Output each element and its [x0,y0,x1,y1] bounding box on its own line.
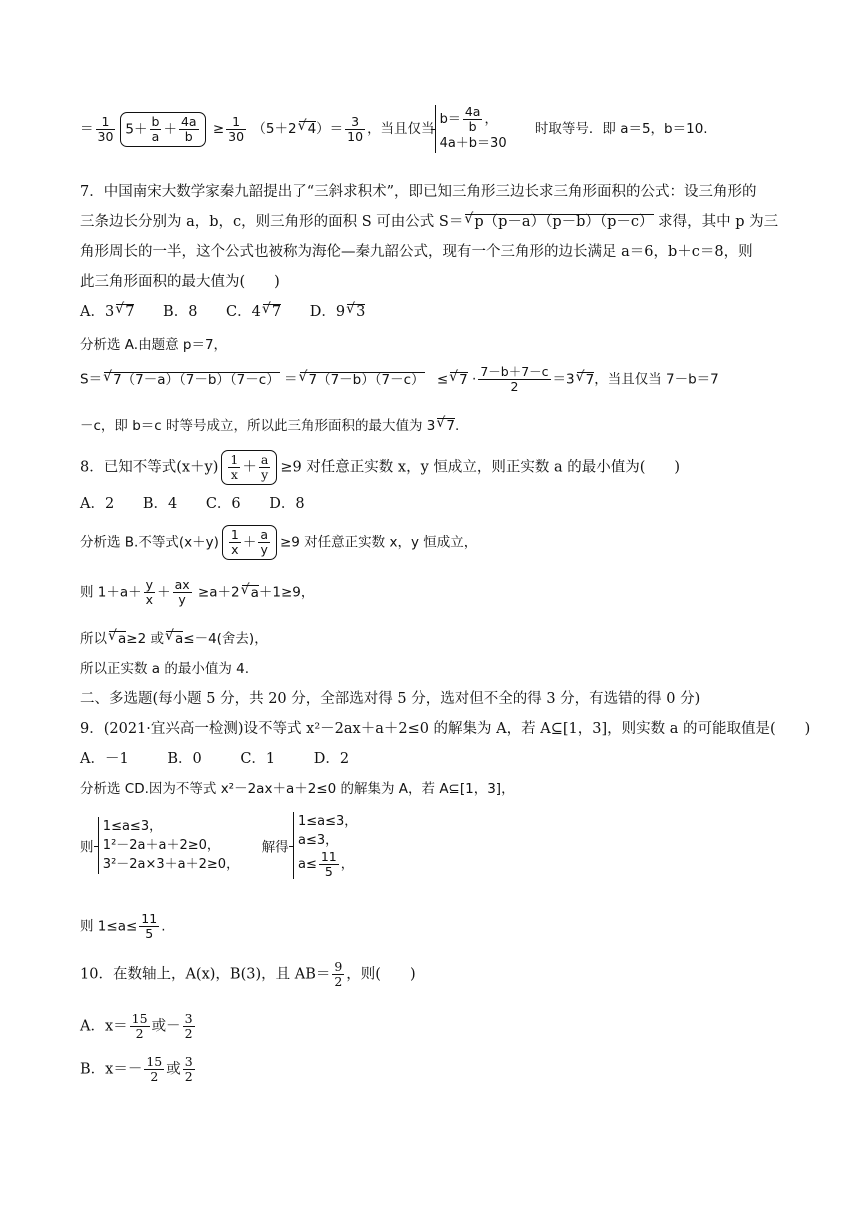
q7-line-2: 三条边长分别为 a，b，c，则三角形的面积 S 可由公式 S＝√ p（p－a）（p－b）（p－c） 求得，其中 p 为三 [80,210,778,231]
equation-system: b＝ $\frac{4a}{b}$ ， 4a＋b＝30 [435,105,507,153]
q10-option-a: A．x＝ $\frac{15}{2}$ 或－ $\frac{3}{2}$ [80,1011,193,1041]
paren-group: 5＋ $\frac{b}{a}$ ＋ $\frac{4a}{b}$ [120,112,205,147]
eq-sign: ＝ [80,121,94,137]
q7-analysis-1: 分析选 A.由题意 p＝7， [80,337,228,353]
q7-line-1: 7．中国南宋大数学家秦九韶提出了“三斜求积术”，即已知三角形三边长求三角形面积的公式：设三角形的 [80,184,757,200]
q8-analysis-2: 则 1＋a＋ $\frac{y}{x}$ ＋ $\frac{ax}{y}$ ≥a＋2√ a＋1≥9， [80,578,314,607]
q7-line-3: 角形周长的一半，这个公式也被称为海伦—秦九韶公式，现有一个三角形的边长满足 a＝6，b＋c＝8，则 [80,244,753,260]
q8-options: A．2 B．4 C．6 D．8 [80,496,305,512]
solution-system: 1≤a≤3， a≤3， a≤ $\frac{11}{5}$ ， [293,812,357,879]
q7-analysis-2: S＝√ 7（7－a）（7－b）（7－c） ＝√ 7（7－b）（7－c） ≤√ 7 · $\frac{7-b+7-c}{2}$ ＝3√ 7，当且仅当 7－b＝7 [80,365,719,394]
q8-stem: 8．已知不等式(x＋y) $\frac{1}{x}$ ＋ $\frac{a}{y}$ ≥9 对任意正实数 x，y 恒成立，则正实数 a 的最小值为( ) [80,450,680,485]
q7-line-4: 此三角形面积的最大值为( ) [80,274,280,290]
q9-stem: 9．(2021·宜兴高一检测)设不等式 x²－2ax＋a＋2≤0 的解集为 A，若 A⊆[1，3]，则实数 a 的可能取值是( ) [80,721,811,737]
q10-stem: 10．在数轴上，A(x)，B(3)，且 AB＝ $\frac{9}{2}$ ，则( ) [80,959,416,989]
equation-system: 1≤a≤3， 1²－2a＋a＋2≥0， 3²－2a×3＋a＋2≥0， [98,817,239,874]
q7-analysis-3: －c，即 b＝c 时等号成立，所以此三角形面积的最大值为 3√ 7. [80,414,459,434]
fraction: $\frac{1}{30}$ [97,113,114,144]
q7-options: A．3√ 7 B．8 C．4√ 7 D．9√ 3 [80,300,365,321]
sqrt-expression: √ 4 [299,121,317,137]
q9-analysis-result: 则 1≤a≤ $\frac{11}{5}$ . [80,911,166,941]
q9-analysis-1: 分析选 CD.因为不等式 x²－2ax＋a＋2≤0 的解集为 A，若 A⊆[1，3]， [80,781,515,797]
top-equation-line: ＝ $\frac{1}{30}$ 5＋ $\frac{b}{a}$ ＋ $\frac{4a}{b}$ ≥ $\frac{1}{30}$ （5＋2√ 4）＝ $\frac{3}{10}$ ，当且仅当b＝ $\frac{4a}{b}$ ， 4a＋b＝30 时取等号．即 a＝5，b＝10. [80,105,708,153]
section-heading: 二、多选题(每小题 5 分，共 20 分，全部选对得 5 分，选对但不全的得 3 分，有选错的得 0 分) [80,691,701,707]
sqrt-expression: √ p（p－a）（p－b）（p－c） [465,214,653,230]
q10-option-b: B．x＝－ $\frac{15}{2}$ 或 $\frac{3}{2}$ [80,1054,193,1084]
q9-analysis-system: 则 1≤a≤3， 1²－2a＋a＋2≥0， 3²－2a×3＋a＋2≥0， 解得 1≤a≤3， a≤3， a≤ $\frac{11}{5}$ ， [80,814,358,879]
q8-analysis-1: 分析选 B.不等式(x＋y) $\frac{1}{x}$ ＋ $\frac{a}{y}$ ≥9 对任意正实数 x，y 恒成立， [80,525,477,560]
q8-analysis-4: 所以正实数 a 的最小值为 4. [80,661,250,677]
q8-analysis-3: 所以√ a≥2 或√ a≤－4(舍去)， [80,627,268,647]
q9-options: A．－1 B．0 C．1 D．2 [80,751,350,767]
